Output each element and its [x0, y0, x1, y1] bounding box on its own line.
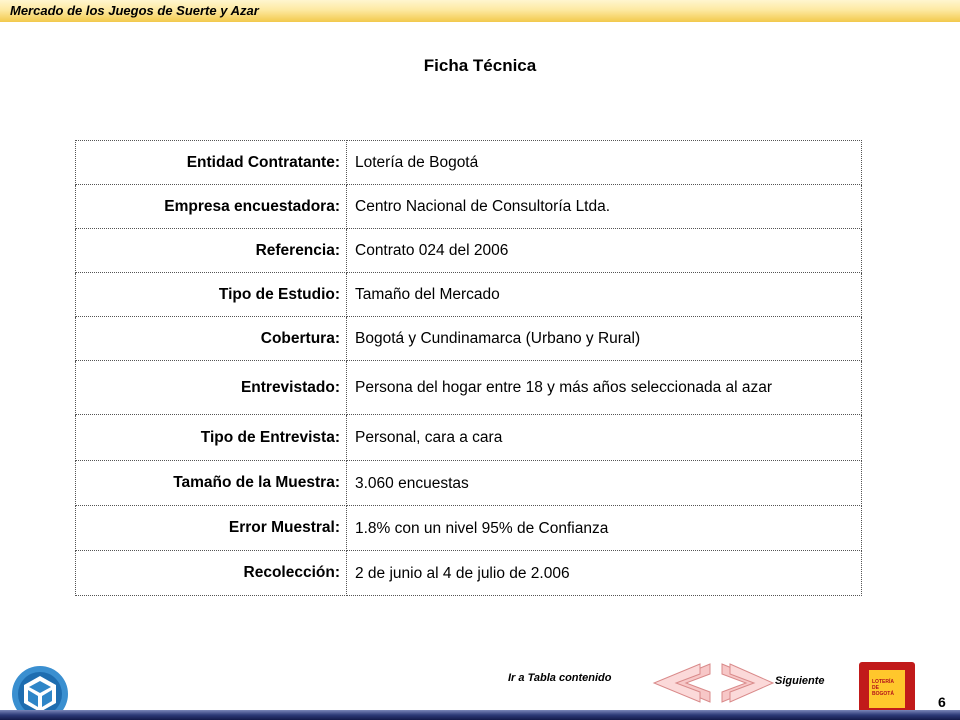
back-to-contents-link[interactable]: Ir a Tabla contenido: [508, 672, 612, 684]
table-row: [76, 415, 862, 461]
loteria-bogota-logo: [859, 662, 915, 716]
row-value: Centro Nacional de Consultoría Ltda.: [347, 185, 862, 229]
logo-text-line: LOTERÍA: [872, 679, 894, 685]
next-arrow-icon[interactable]: [720, 662, 775, 704]
row-value: Contrato 024 del 2006: [347, 229, 862, 273]
table-row: [76, 141, 862, 185]
row-label: Tipo de Estudio:: [76, 273, 347, 317]
row-label: Tamaño de la Muestra:: [76, 461, 347, 506]
logo-text-line: BOGOTÁ: [872, 691, 894, 697]
table-row: [76, 185, 862, 229]
technical-sheet-table: [75, 140, 862, 596]
page-title: Ficha Técnica: [423, 56, 537, 75]
row-value: Tamaño del Mercado: [347, 273, 862, 317]
row-label: Error Muestral:: [76, 506, 347, 551]
table-row: [76, 273, 862, 317]
logo-badge: [869, 670, 905, 708]
row-value: Persona del hogar entre 18 y más años seleccionada al azar: [347, 361, 862, 415]
next-link[interactable]: Siguiente: [775, 675, 825, 687]
page-number: 6: [938, 694, 946, 710]
row-value: Bogotá y Cundinamarca (Urbano y Rural): [347, 317, 862, 361]
table-row: [76, 317, 862, 361]
table-row: [76, 551, 862, 596]
row-label: Recolección:: [76, 551, 347, 596]
table-row: [76, 461, 862, 506]
row-label: Entrevistado:: [76, 361, 347, 415]
row-value: 2 de junio al 4 de julio de 2.006: [347, 551, 862, 596]
table-row: [76, 361, 862, 415]
row-value: 3.060 encuestas: [347, 461, 862, 506]
table-row: [76, 506, 862, 551]
table-row: [76, 229, 862, 273]
footer-bar: [0, 710, 960, 720]
row-label: Tipo de Entrevista:: [76, 415, 347, 461]
row-label: Referencia:: [76, 229, 347, 273]
row-value: Lotería de Bogotá: [347, 141, 862, 185]
previous-arrow-icon[interactable]: [652, 662, 712, 704]
row-value: 1.8% con un nivel 95% de Confianza: [347, 506, 862, 551]
presentation-title: Mercado de los Juegos de Suerte y Azar: [10, 3, 259, 18]
logo-text-line: DE: [872, 685, 879, 691]
row-label: Entidad Contratante:: [76, 141, 347, 185]
row-value: Personal, cara a cara: [347, 415, 862, 461]
row-label: Cobertura:: [76, 317, 347, 361]
row-label: Empresa encuestadora:: [76, 185, 347, 229]
